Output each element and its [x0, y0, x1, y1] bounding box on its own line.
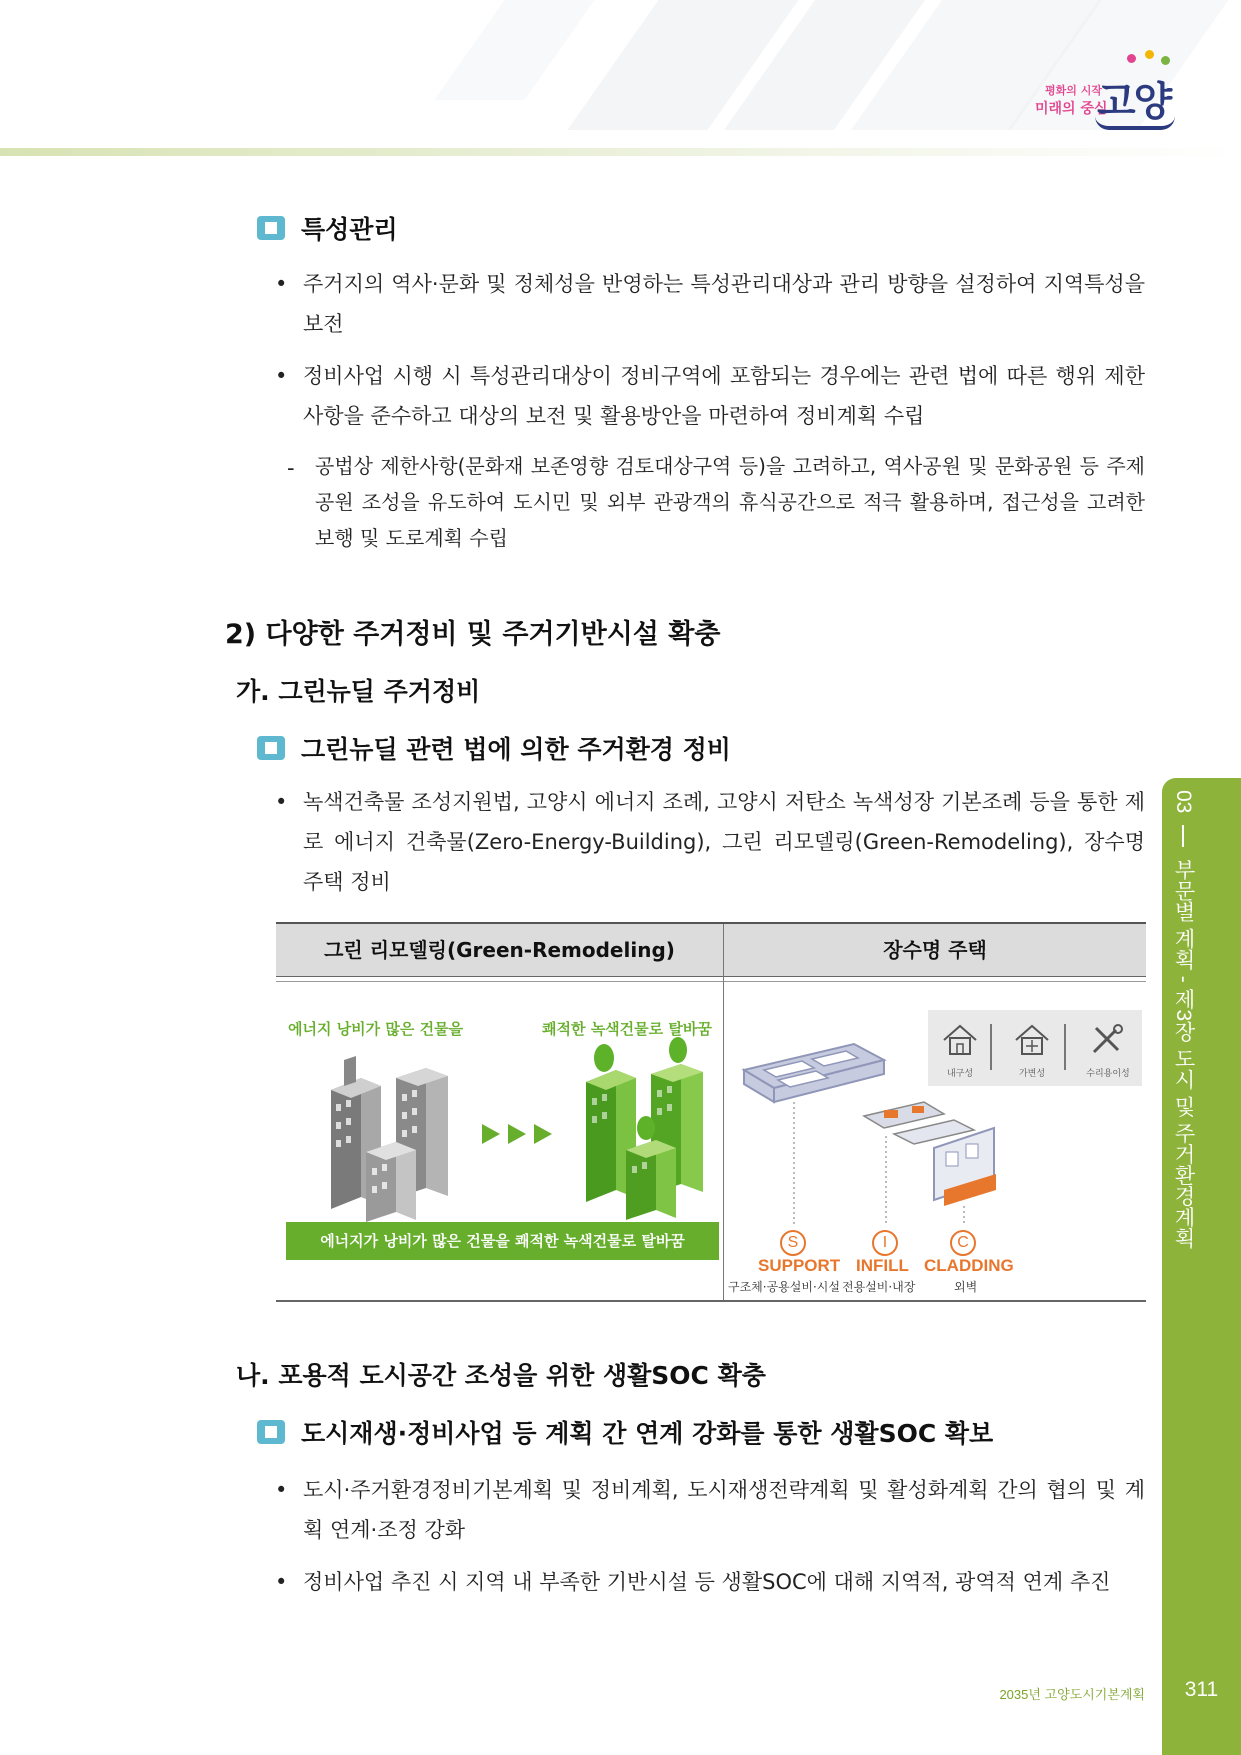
bullet-text: 정비사업 시행 시 특성관리대상이 정비구역에 포함되는 경우에는 관련 법에 따른 행위 제한사항을 준수하고 대상의 보전 및 활용방안을 마련하여 정비계획 수립 — [303, 364, 1145, 428]
page-number: 311 — [1184, 1678, 1219, 1701]
square-bullet-icon — [257, 1420, 285, 1444]
chapter-number: 03 — [1172, 790, 1195, 814]
chapter-side-label — [1168, 790, 1198, 1249]
bullet-item — [275, 356, 1145, 436]
building-transformation-illustration — [286, 1012, 719, 1222]
table-header-long-life-housing: 장수명 주택 — [883, 938, 987, 962]
infill-desc: 전용설비·내장 — [842, 1280, 916, 1294]
section-title: 2) 다양한 주거정비 및 주거기반시설 확충 — [225, 619, 721, 650]
bullet-text: 주거지의 역사·문화 및 정체성을 반영하는 특성관리대상과 관리 방향을 설정하여 지역특성을 보전 — [303, 272, 1145, 336]
housing-properties-icons: 내구성 가변성 수리용이성 — [928, 1010, 1142, 1086]
support-label: SUPPORT — [758, 1256, 841, 1275]
cladding-label: CLADDING — [924, 1256, 1014, 1275]
infill-label: INFILL — [856, 1256, 909, 1275]
section-heading-green-newdeal — [257, 730, 731, 766]
comparison-table — [276, 922, 1146, 1302]
arrow-icons — [482, 1124, 552, 1144]
footer-document-title: 2035년 고양도시기본계획 — [999, 1687, 1145, 1702]
subsection-title: 가. 그린뉴딜 주거정비 — [236, 677, 481, 706]
dash-text: 공법상 제한사항(문화재 보존영향 검토대상구역 등)을 고려하고, 역사공원 및 문화공원 등 주제공원 조성을 유도하여 도시민 및 외부 관광객의 휴식공간으로 적극 활용하며, 접근성을 고려한 보행 및 도로계획 수립 — [315, 454, 1145, 550]
cladding-letter-icon: C — [950, 1230, 976, 1256]
bullet-item — [275, 264, 1145, 344]
figure-caption-band: 에너지가 낭비가 많은 건물을 쾌적한 녹색건물로 탈바꿈 — [286, 1222, 719, 1260]
bullet-item — [275, 782, 1145, 902]
tools-icon — [1086, 1022, 1126, 1056]
support-letter-icon: S — [780, 1230, 806, 1256]
bullet-text: 도시·주거환경정비기본계획 및 정비계획, 도시재생전략계획 및 활성화계획 간의 협의 및 계획 연계·조정 강화 — [303, 1478, 1145, 1542]
building-structure-illustration — [734, 1030, 1034, 1240]
square-bullet-icon — [257, 736, 285, 760]
dash-mark: - — [287, 456, 295, 480]
figure-label-before: 에너지 낭비가 많은 건물을 — [288, 1020, 464, 1038]
bullet-text: 정비사업 추진 시 지역 내 부족한 기반시설 등 생활SOC에 대해 지역적, 광역적 연계 추진 — [303, 1570, 1111, 1594]
long-life-housing-figure — [728, 1010, 1142, 1294]
figure-label-after: 쾌적한 녹색건물로 탈바꿈 — [542, 1020, 712, 1038]
bullet-item — [275, 1470, 1145, 1550]
bullet-mark: • — [275, 790, 288, 814]
section-heading-soc — [257, 1414, 993, 1450]
heading-text: 그린뉴딜 관련 법에 의한 주거환경 정비 — [301, 735, 731, 764]
table-header-green-remodeling: 그린 리모델링(Green-Remodeling) — [324, 938, 675, 962]
green-remodeling-figure — [286, 1012, 719, 1282]
bullet-mark: • — [275, 1478, 288, 1502]
chapter-title: 부문별 계획 - 제3장 도시 및 주거환경계획 — [1172, 859, 1195, 1249]
bullet-mark: • — [275, 272, 288, 296]
bullet-mark: • — [275, 364, 288, 388]
header-rule — [0, 148, 1241, 156]
heading-text: 특성관리 — [301, 215, 398, 244]
bullet-mark: • — [275, 1570, 288, 1594]
cladding-desc: 외벽 — [954, 1280, 978, 1294]
support-desc: 구조체·공용설비·시설 — [728, 1280, 840, 1294]
section-heading-characteristics — [257, 210, 398, 246]
infill-letter-icon: I — [872, 1230, 898, 1256]
subsection-title: 나. 포용적 도시공간 조성을 위한 생활SOC 확충 — [236, 1361, 766, 1390]
square-bullet-icon — [257, 216, 285, 240]
green-buildings — [586, 1037, 703, 1220]
gray-buildings — [331, 1056, 448, 1222]
bullet-item — [275, 1562, 1145, 1602]
dash-item — [287, 448, 1145, 556]
heading-text: 도시재생·정비사업 등 계획 간 연계 강화를 통한 생활SOC 확보 — [301, 1419, 994, 1448]
bullet-text: 녹색건축물 조성지원법, 고양시 에너지 조례, 고양시 저탄소 녹색성장 기본조례 등을 통한 제로 에너지 건축물(Zero-Energy-Building), 그린 리모델링(Green-Remodeling), 장수명 주택 정비 — [303, 790, 1145, 894]
goyang-logo: 평화의 시작 미래의 중심 고양 — [1035, 50, 1185, 135]
